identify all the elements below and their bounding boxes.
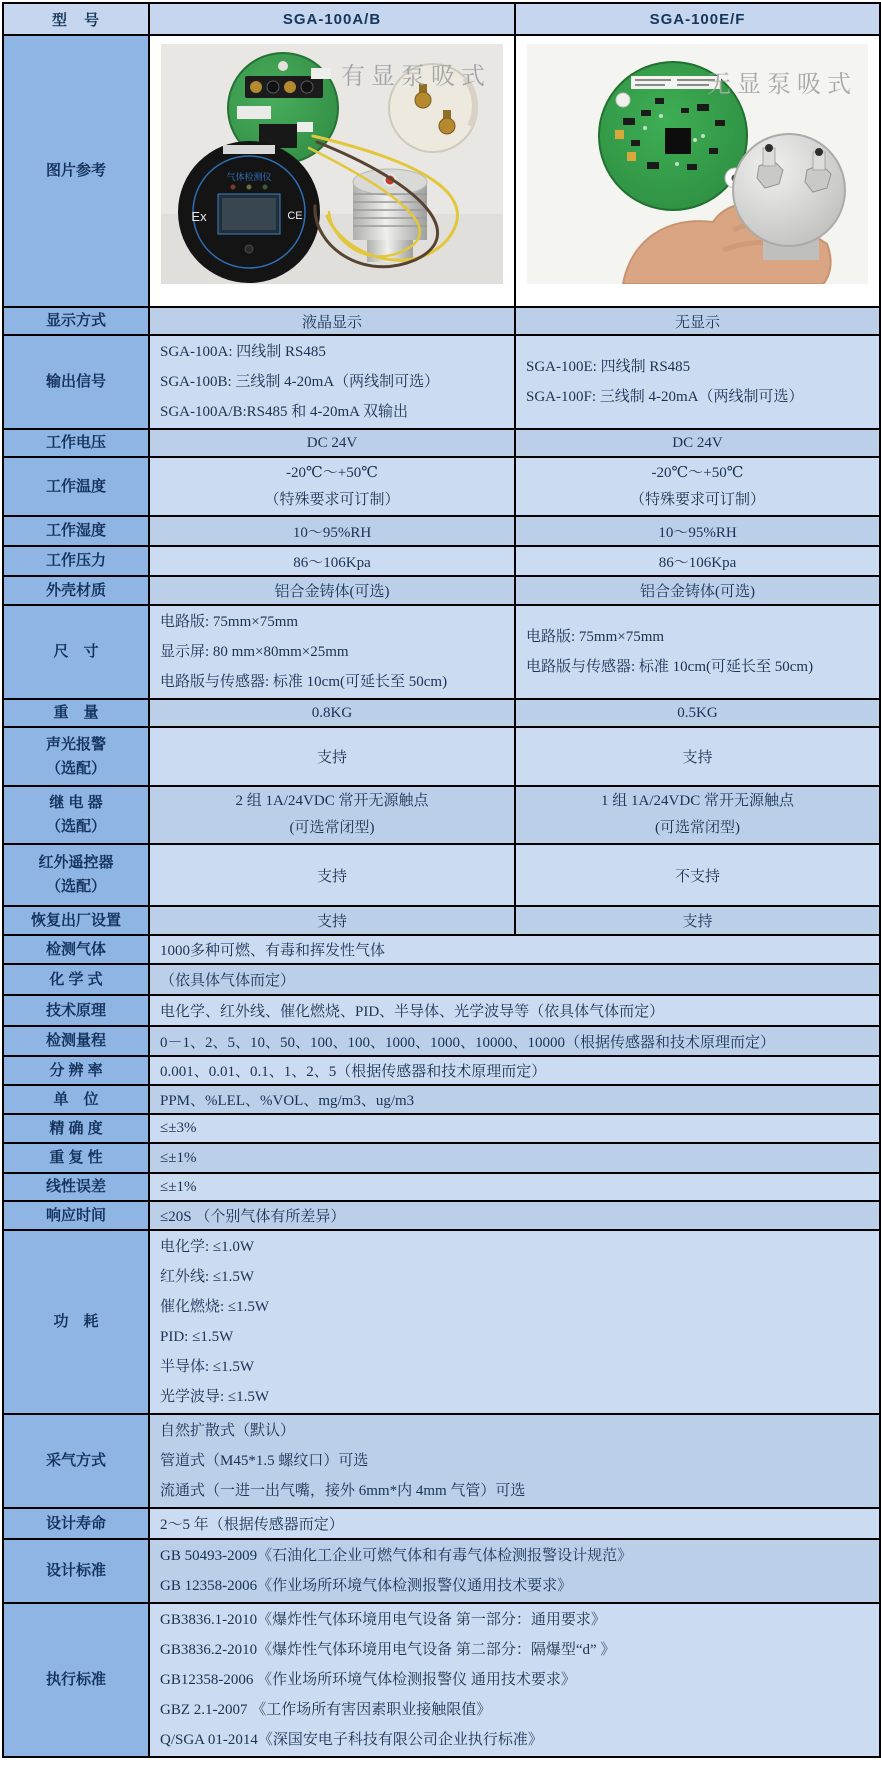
spec-row-accuracy [3, 1114, 880, 1143]
gas-detector-head [178, 141, 320, 283]
value-b [515, 786, 880, 844]
value-full: ≤20S （个别气体有所差异） [149, 1201, 880, 1230]
spec-row-linearity [3, 1173, 880, 1201]
value-line: 电路版: 75mm×75mm [526, 629, 665, 645]
value-full: 2～5 年（根据传感器而定） [149, 1508, 880, 1539]
value-a: 86～106Kpa [149, 546, 515, 576]
row-label-line: （选配） [45, 878, 106, 895]
photo-row [3, 35, 880, 307]
value-line: 红外线: ≤1.5W [160, 1269, 255, 1285]
spec-row-principle [3, 995, 880, 1026]
photo-cell-b [515, 35, 880, 307]
value-a [149, 605, 515, 699]
row-label: 分 辨 率 [3, 1056, 149, 1085]
spec-row-output [3, 335, 880, 429]
row-label: 检测量程 [3, 1026, 149, 1056]
value-line: 2 组 1A/24VDC 常开无源触点 [235, 793, 429, 809]
value-line: -20℃～+50℃ [651, 464, 744, 481]
spec-row-unit [3, 1085, 880, 1114]
value-full: 0.001、0.01、0.1、1、2、5（根据传感器和技术原理而定） [149, 1056, 880, 1085]
value-line: 自然扩散式（默认） [160, 1423, 296, 1439]
value-b: 不支持 [515, 844, 880, 906]
value-line: 半导体: ≤1.5W [160, 1359, 255, 1375]
model-a-name: SGA-100A/B [149, 3, 515, 35]
value-line: 电化学: ≤1.0W [160, 1239, 255, 1255]
value-full: ≤±3% [149, 1114, 880, 1143]
row-label: 执行标准 [3, 1603, 149, 1757]
value-a: DC 24V [149, 429, 515, 457]
value-line: Q/SGA 01-2014《深国安电子科技有限公司企业执行标准》 [160, 1732, 543, 1748]
row-label: 外壳材质 [3, 576, 149, 605]
spec-row-humidity [3, 516, 880, 546]
value-a: 支持 [149, 844, 515, 906]
row-label-line: （选配） [45, 759, 106, 777]
row-label: 恢复出厂设置 [3, 906, 149, 935]
row-label [3, 786, 149, 844]
spec-row-range [3, 1026, 880, 1056]
value-b: 86～106Kpa [515, 546, 880, 576]
spec-row-temperature [3, 457, 880, 516]
row-label: 技术原理 [3, 995, 149, 1026]
value-full [149, 1539, 880, 1603]
value-line: GB3836.1-2010《爆炸性气体环境用电气设备 第一部分：通用要求》 [160, 1612, 606, 1628]
photo-cell-a [149, 35, 515, 307]
value-line: (可选常闭型) [289, 820, 375, 836]
value-line: 电路版: 75mm×75mm [160, 614, 299, 630]
spec-row-remote [3, 844, 880, 906]
spec-row-size [3, 605, 880, 699]
row-label: 显示方式 [3, 307, 149, 335]
model-header-label: 型 号 [3, 3, 149, 35]
value-full: ≤±1% [149, 1143, 880, 1173]
spec-row-design-standard [3, 1539, 880, 1603]
ce-mark: CE [287, 210, 303, 222]
value-a [149, 786, 515, 844]
value-line: 显示屏: 80 mm×80mm×25mm [160, 644, 349, 660]
value-a: 支持 [149, 906, 515, 935]
value-a: 0.8KG [149, 699, 515, 727]
row-label-line: 继 电 器 [49, 794, 103, 811]
value-line: -20℃～+50℃ [285, 464, 378, 481]
value-b: 支持 [515, 906, 880, 935]
value-b: 铝合金铸体(可选) [515, 576, 880, 605]
row-label [3, 727, 149, 786]
photo-watermark-left: 有显泵吸式 [341, 63, 491, 90]
value-line: （特殊要求可订制） [264, 491, 400, 508]
spec-row-repeatability [3, 1143, 880, 1173]
value-line: SGA-100A/B:RS485 和 4-20mA 双输出 [160, 404, 408, 420]
value-line: 1 组 1A/24VDC 常开无源触点 [601, 793, 794, 809]
spec-row-exec-standard [3, 1603, 880, 1757]
spec-table [2, 2, 881, 1758]
spec-row-lifespan [3, 1508, 880, 1539]
row-label: 设计寿命 [3, 1508, 149, 1539]
value-line: SGA-100A: 四线制 RS485 [160, 344, 326, 360]
row-label: 单 位 [3, 1085, 149, 1114]
value-line: 电路版与传感器: 标准 10cm(可延长至 50cm) [160, 674, 448, 690]
spec-row-weight [3, 699, 880, 727]
value-line: GB3836.2-2010《爆炸性气体环境用电气设备 第二部分：隔爆型“d” 》 [160, 1642, 616, 1658]
ex-mark: Ex [191, 209, 207, 224]
row-label: 工作温度 [3, 457, 149, 516]
row-label: 工作电压 [3, 429, 149, 457]
value-full: 1000多种可燃、有毒和挥发性气体 [149, 935, 880, 964]
value-full [149, 1230, 880, 1414]
value-b: 0.5KG [515, 699, 880, 727]
spec-row-response [3, 1201, 880, 1230]
value-full [149, 1414, 880, 1508]
row-label: 输出信号 [3, 335, 149, 429]
row-label: 设计标准 [3, 1539, 149, 1603]
row-label: 线性误差 [3, 1173, 149, 1201]
value-full: ≤±1% [149, 1173, 880, 1201]
spec-sheet [2, 2, 879, 1758]
row-label: 精 确 度 [3, 1114, 149, 1143]
value-line: SGA-100E: 四线制 RS485 [526, 359, 691, 375]
value-line: GB 12358-2006《作业场所环境气体检测报警仪通用技术要求》 [160, 1578, 573, 1594]
row-label: 工作压力 [3, 546, 149, 576]
value-line: 电路版与传感器: 标准 10cm(可延长至 50cm) [526, 659, 814, 675]
value-line: 管道式（M45*1.5 螺纹口）可选 [160, 1453, 369, 1469]
detector-title: 气体检测仪 [226, 172, 272, 182]
spec-row-voltage [3, 429, 880, 457]
row-label [3, 844, 149, 906]
value-line: 流通式（一进一出气嘴，接外 6mm*内 4mm 气管）可选 [160, 1483, 526, 1499]
value-b: 支持 [515, 727, 880, 786]
spec-row-sampling [3, 1414, 880, 1508]
row-label: 化 学 式 [3, 964, 149, 995]
photo-row-label: 图片参考 [3, 35, 149, 307]
row-label: 重 复 性 [3, 1143, 149, 1173]
spec-row-relay [3, 786, 880, 844]
value-line: （特殊要求可订制） [629, 491, 765, 508]
value-line: SGA-100F: 三线制 4-20mA（两线制可选） [526, 389, 804, 405]
row-label: 重 量 [3, 699, 149, 727]
value-b [515, 457, 880, 516]
photo-watermark-right: 无显泵吸式 [707, 71, 857, 98]
value-line: 催化燃烧: ≤1.5W [160, 1299, 270, 1315]
value-full: PPM、%LEL、%VOL、mg/m3、ug/m3 [149, 1085, 880, 1114]
spec-row-reset [3, 906, 880, 935]
row-label-line: 声光报警 [45, 735, 106, 753]
spec-row-gases [3, 935, 880, 964]
header-row [3, 3, 880, 35]
row-label-line: 红外遥控器 [38, 854, 114, 871]
spec-row-display [3, 307, 880, 335]
row-label: 采气方式 [3, 1414, 149, 1508]
row-label-line: （选配） [45, 818, 106, 835]
spec-row-alarm [3, 727, 880, 786]
model-b-name: SGA-100E/F [515, 3, 880, 35]
spec-row-formula [3, 964, 880, 995]
spec-row-resolution [3, 1056, 880, 1085]
value-line: (可选常闭型) [655, 820, 740, 836]
product-photo-sga100ab [161, 44, 503, 284]
value-b [515, 605, 880, 699]
value-line: 光学波导: ≤1.5W [160, 1389, 270, 1405]
value-line: PID: ≤1.5W [160, 1329, 234, 1345]
value-line: GBZ 2.1-2007 《工作场所有害因素职业接触限值》 [160, 1702, 492, 1718]
value-full: （依具体气体而定） [149, 964, 880, 995]
value-full: 0－1、2、5、10、50、100、100、1000、1000、10000、10000（根据传感器和技术原理而定） [149, 1026, 880, 1056]
value-a [149, 457, 515, 516]
row-label: 功 耗 [3, 1230, 149, 1414]
value-a: 支持 [149, 727, 515, 786]
spec-row-shell [3, 576, 880, 605]
value-b: DC 24V [515, 429, 880, 457]
spec-row-power [3, 1230, 880, 1414]
row-label: 响应时间 [3, 1201, 149, 1230]
row-label: 检测气体 [3, 935, 149, 964]
value-b: 无显示 [515, 307, 880, 335]
value-line: SGA-100B: 三线制 4-20mA（两线制可选） [160, 374, 440, 390]
value-line: GB12358-2006 《作业场所环境气体检测报警仪 通用技术要求》 [160, 1672, 576, 1688]
value-b [515, 335, 880, 429]
value-a: 10～95%RH [149, 516, 515, 546]
value-a [149, 335, 515, 429]
value-line: GB 50493-2009《石油化工企业可燃气体和有毒气体检测报警设计规范》 [160, 1548, 633, 1564]
row-label: 尺 寸 [3, 605, 149, 699]
value-full: 电化学、红外线、催化燃烧、PID、半导体、光学波导等（依具体气体而定） [149, 995, 880, 1026]
spec-row-pressure [3, 546, 880, 576]
value-a: 液晶显示 [149, 307, 515, 335]
value-full [149, 1603, 880, 1757]
value-a: 铝合金铸体(可选) [149, 576, 515, 605]
row-label: 工作湿度 [3, 516, 149, 546]
value-b: 10～95%RH [515, 516, 880, 546]
product-photo-sga100ef [527, 44, 868, 284]
